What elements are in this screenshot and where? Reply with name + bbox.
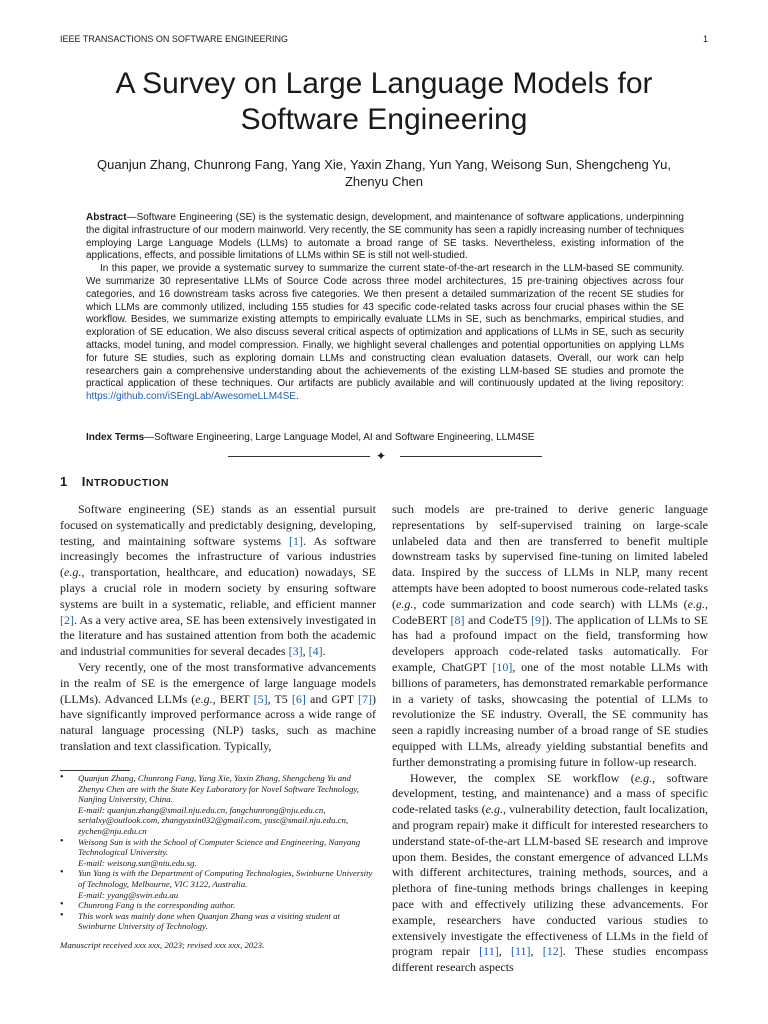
citation[interactable]: [11] bbox=[479, 944, 499, 959]
section-number: 1 bbox=[60, 474, 68, 489]
citation[interactable]: [10] bbox=[492, 659, 513, 674]
journal-name: IEEE TRANSACTIONS ON SOFTWARE ENGINEERING bbox=[60, 34, 289, 44]
intro-paragraph-1: Software engineering (SE) stands as an essential pursuit focused on systematically and predictably designing, developing, testing, and maintaining software systems [1]. As software increasingly becomes the infrastructure of various industries (e.g., transportation, healthcare, and education) nowadays, SE plays a crucial role in modern society by ensuring software systems are built in a systematic, reliable, and efficient manner [2]. As a very active area, SE has been extensively investigated in the literature and has sustained attention from both the academic and industrial communities for several decades [3], [4]. bbox=[60, 502, 376, 659]
footnote-item: • Quanjun Zhang, Chunrong Fang, Yang Xie, Yaxin Zhang, Shengcheng Yu and Zhenyu Chen are with the State Key Laboratory for Novel Software Technology, Nanjing University, China. E-mail: quanjun.zhang@smail.nju.edu.cn, fangchunrong@nju.edu.cn, serialxy@outlook.com, zhangyaxin032@gmail.com, yusc@smail.nju.edu.cn, zychen@nju.edu.cn bbox=[60, 773, 378, 837]
section-title-initial: I bbox=[81, 474, 86, 489]
title-line-1: A Survey on Large Language Models for bbox=[115, 67, 653, 100]
index-terms bbox=[86, 431, 684, 444]
manuscript-dates: Manuscript received xxx xxx, 2023; revised xxx xxx, 2023. bbox=[60, 939, 265, 950]
section-title-rest: NTRODUCTION bbox=[85, 477, 169, 489]
affiliation-footnotes bbox=[60, 773, 378, 951]
intro-paragraph-2-continued: such models are pre-trained to derive generic language representations by self-supervised training on large-scale unlabeled data and then are transferred to benefit multiple downstream tasks by supervised fine-tuning on limited labeled data. Inspired by the success of LLMs in NLP, many recent attempts have been adopted to boost numerous code-related tasks (e.g., code summarization and code search) with LLMs (e.g., CodeBERT [8] and CodeT5 [9]). The application of LLMs to SE has had a profound impact on the field, transforming how developers approach code-related tasks automatically. For example, ChatGPT [10], one of the most notable LLMs with billions of parameters, has demonstrated remarkable performance in a variety of tasks, showcasing the potential of LLMs to revolutionize the SE industry. Overall, the SE community has seen a rapidly increasing number of a broad range of SE studies equipped with LLMs, already yielding substantial benefits and further demonstrating a promising future in follow-up research. bbox=[392, 502, 708, 769]
citation[interactable]: [8] bbox=[450, 612, 465, 627]
section-divider bbox=[228, 449, 542, 463]
authors-line-2: Zhenyu Chen bbox=[344, 174, 424, 189]
abstract-label: Abstract bbox=[86, 212, 127, 223]
repository-link[interactable]: https://github.com/iSEngLab/AwesomeLLM4SE bbox=[86, 391, 296, 403]
abstract-paragraph-1: Abstract—Software Engineering (SE) is the systematic design, development, and maintenance of software applications, underpinning the digital infrastructure of our modern mainworld. Very recently, the SE community has seen a rapidly increasing number of techniques employing Large Language Models (LLMs) to automate a broad range of SE tasks. Nevertheless, existing information of the applications, effects, and possible limitations of LLMs within SE is still not well-studied. bbox=[86, 212, 684, 262]
index-terms-text: —Software Engineering, Large Language Model, AI and Software Engineering, LLM4SE bbox=[144, 432, 535, 443]
footnote-item: • Chunrong Fang is the corresponding author. bbox=[60, 900, 378, 911]
paper-title bbox=[40, 66, 728, 138]
running-header bbox=[60, 34, 708, 46]
authors-line-1: Quanjun Zhang, Chunrong Fang, Yang Xie, Yaxin Zhang, Yun Yang, Weisong Sun, Shengcheng Yu, bbox=[97, 157, 671, 172]
right-column bbox=[392, 502, 708, 976]
footnote-rule bbox=[60, 770, 130, 771]
section-heading-introduction bbox=[60, 474, 169, 489]
citation[interactable]: [12] bbox=[542, 944, 563, 959]
abstract-paragraph-2: In this paper, we provide a systematic survey to summarize the current state-of-the-art research in the LLM-based SE community. We summarize 30 representative LLMs of Source Code across three model architectures, 15 pre-training objectives across four categories, and 16 downstream tasks across five categories. We then present a detailed summarization of the recent SE studies for which LLMs are commonly utilized, including 155 studies for 43 specific code-related tasks across four crucial phases within the SE workflow. Besides, we summarize existing attempts to empirically evaluate LLMs in SE, such as benchmarks, empirical studies, and exploration of SE education. We also discuss several critical aspects of optimization and applications of LLMs in SE, such as security attacks, model tuning, and model compression. Finally, we highlight several challenges and potential opportunities on applying LLMs for future SE studies, such as exploring domain LLMs and constructing clean evaluation datasets. Overall, our work can help researchers gain a comprehensive understanding about the achievements of the existing LLM-based SE studies and promote the practical application of these techniques. Our artifacts are publicly available and will continuously updated at the living repository: https://github.com/iSEngLab/AwesomeLLM4SE. bbox=[86, 263, 684, 403]
intro-paragraph-3: However, the complex SE workflow (e.g., software development, testing, and maintenance) and a mass of specific code-related tasks (e.g., vulnerability detection, fault localization, and program repair) make it difficult for interested researchers to understand state-of-the-art LLM-based SE research and improve upon them. Besides, the constant emergence of advanced LLMs with different architectures, training methods, sources, and a plethora of fine-tuning methods brings challenges in keeping pace with and effectively utilizing these advancements. For example, researchers have conducted various studies to extensively investigate the effectiveness of LLMs in the field of program repair [11], [11], [12]. These studies encompass different research aspects bbox=[392, 770, 709, 975]
left-column bbox=[60, 502, 376, 755]
citation[interactable]: [9] bbox=[531, 612, 545, 627]
citation[interactable]: [11] bbox=[510, 944, 531, 959]
citation[interactable]: [5] bbox=[253, 691, 268, 706]
index-terms-label: Index Terms bbox=[86, 432, 145, 443]
footnote-item: • This work was mainly done when Quanjun Zhang was a visiting student at Swinburne University of Technology. bbox=[60, 911, 378, 932]
footnote-item: • Weisong Sun is with the School of Computer Science and Engineering, Nanyang Technological University. E-mail: weisong.sun@ntu.edu.sg. bbox=[60, 837, 378, 869]
abstract bbox=[86, 212, 684, 404]
title-line-2: Software Engineering bbox=[240, 103, 528, 136]
citation[interactable]: [3] bbox=[288, 644, 303, 659]
intro-paragraph-2: Very recently, one of the most transformative advancements in the realm of SE is the emergence of large language models (LLMs). Advanced LLMs (e.g., BERT [5], T5 [6] and GPT [7]) have significantly improved performance across a wide range of natural language processing (NLP) tasks, such as machine translation and text classification. Typically, bbox=[60, 659, 376, 753]
page-number: 1 bbox=[702, 34, 708, 44]
divider-star-icon: ✦ bbox=[376, 449, 387, 463]
citation[interactable]: [2] bbox=[60, 612, 74, 627]
divider-line-right bbox=[400, 456, 542, 457]
citation[interactable]: [4] bbox=[308, 644, 323, 659]
citation[interactable]: [7] bbox=[358, 691, 372, 706]
divider-line-left bbox=[228, 456, 370, 457]
citation[interactable]: [1] bbox=[289, 533, 303, 548]
citation[interactable]: [6] bbox=[291, 691, 306, 706]
author-list bbox=[70, 156, 698, 190]
footnote-item: • Yun Yang is with the Department of Computing Technologies, Swinburne University of Technology, Melbourne, VIC 3122, Australia. E-mail: yyang@swin.edu.au bbox=[60, 868, 378, 900]
